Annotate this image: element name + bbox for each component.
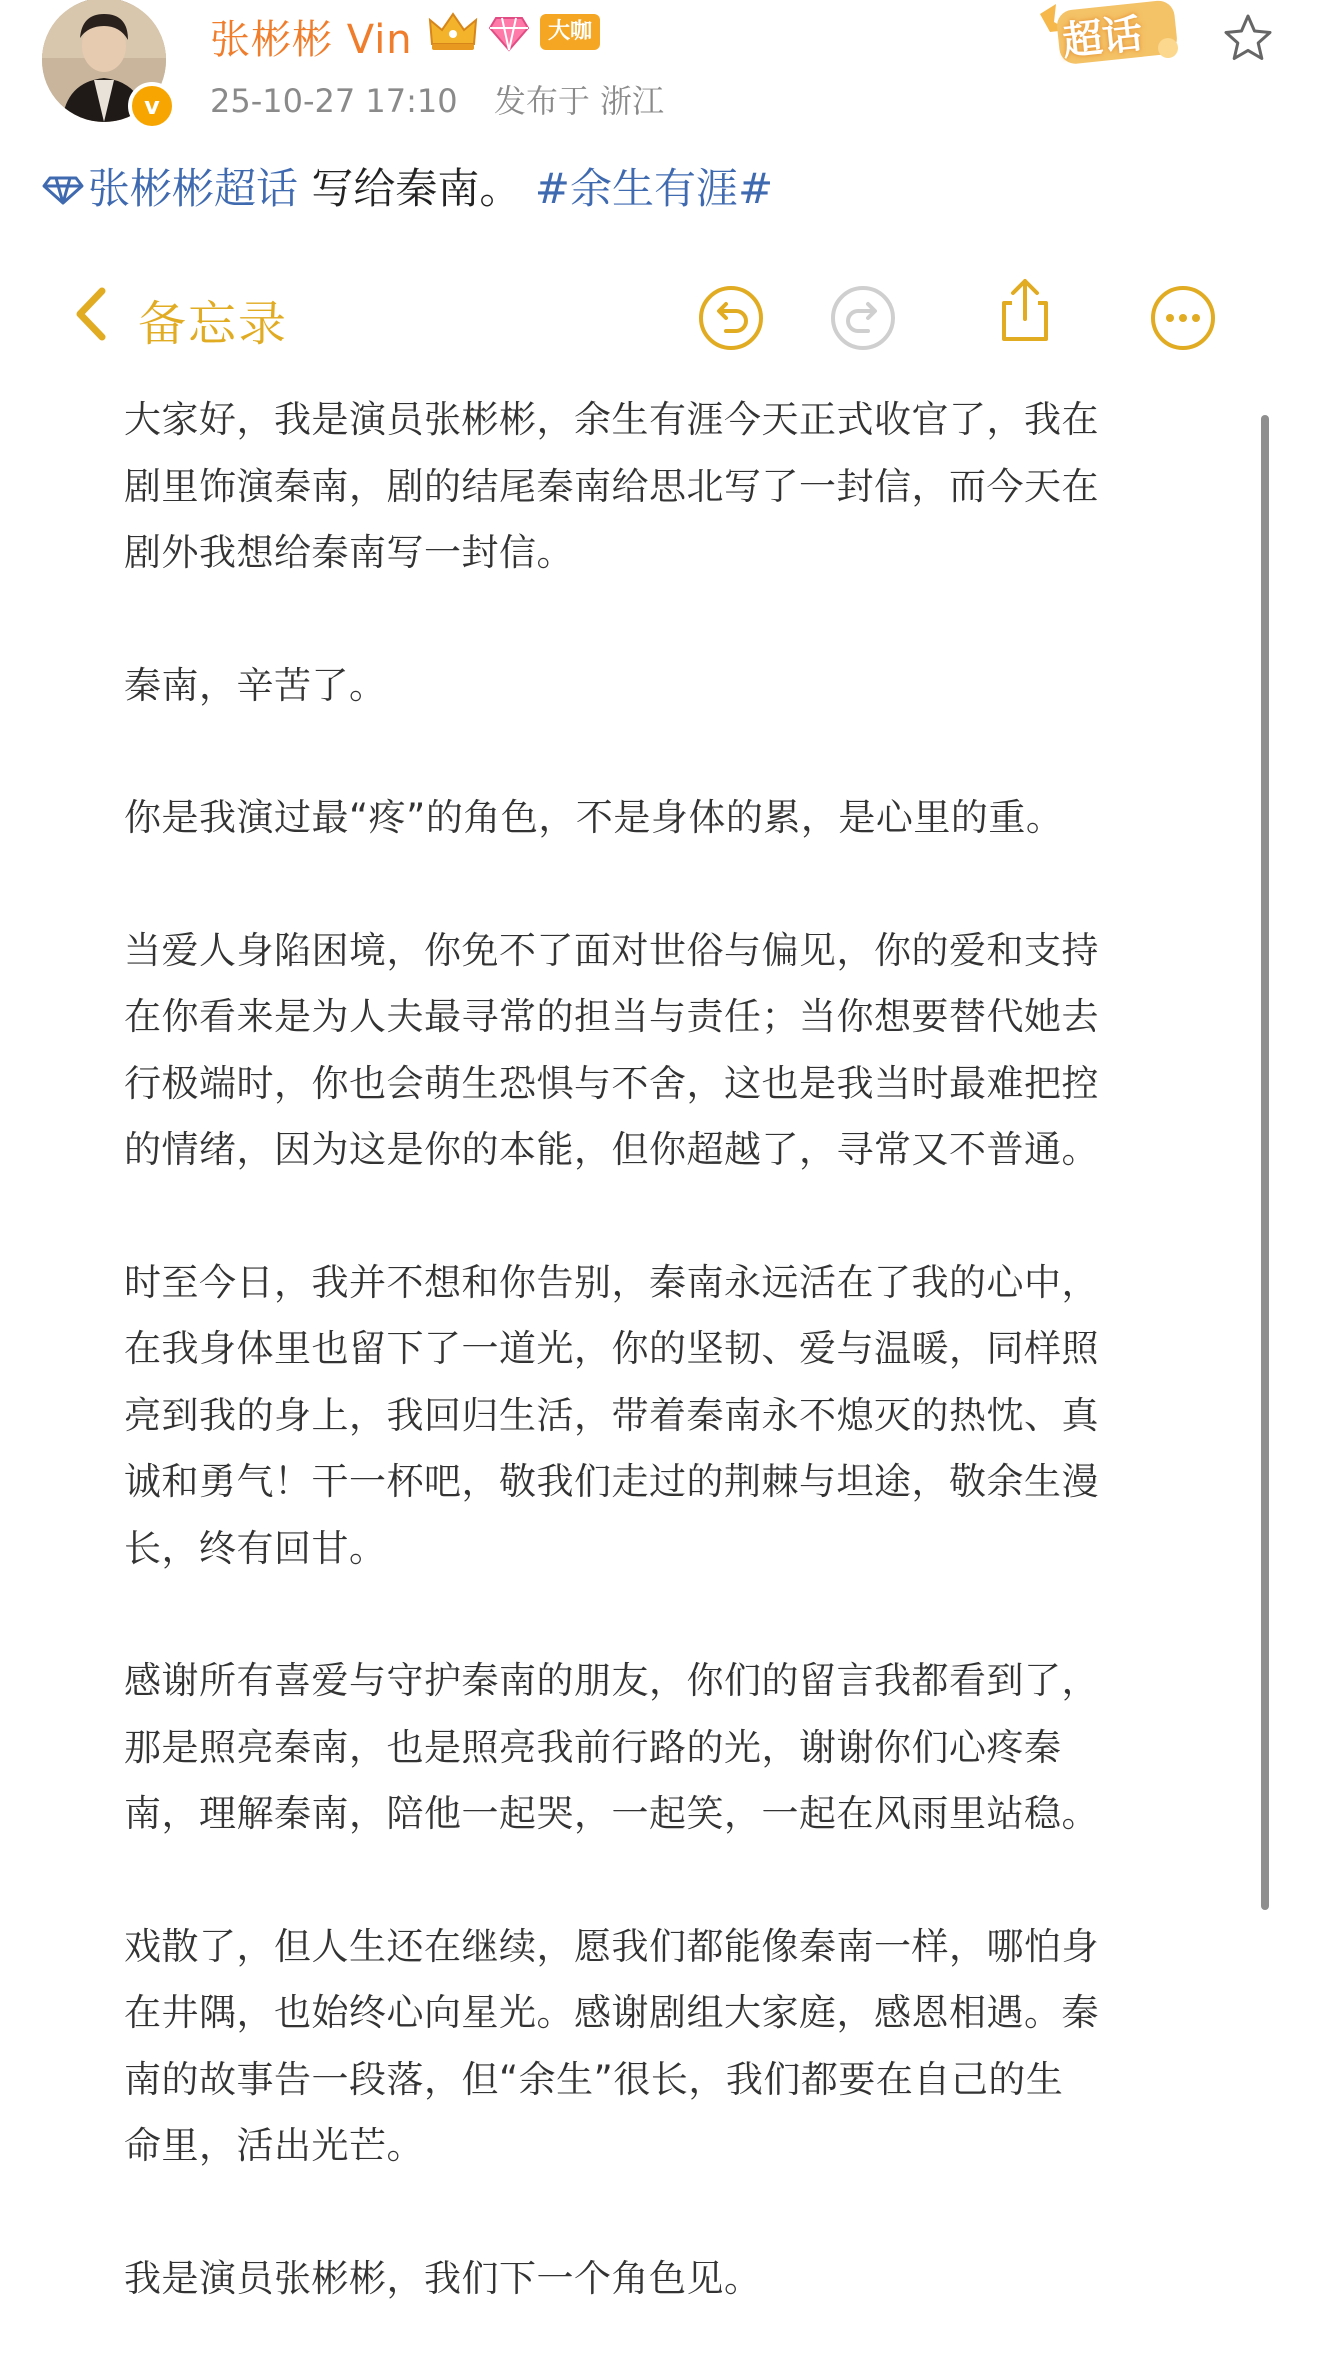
supertopic-link-text: 张彬彬超话 [88,164,299,213]
memo-line: 诚和勇气！干一杯吧，敬我们走过的荆棘与坦途，敬余生漫 [124,1460,1099,1503]
memo-body[interactable] [124,387,1244,2378]
back-button-label[interactable]: 备忘录 [138,296,289,352]
memo-line: 时至今日，我并不想和你告别，秦南永远活在了我的心中， [124,1260,1099,1304]
memo-line: 剧外我想给秦南写一封信。 [124,531,574,574]
memo-line: 当爱人身陷困境，你免不了面对世俗与偏见，你的爱和支持 [124,928,1099,972]
memo-paragraph [124,785,1244,852]
memo-line: 在我身体里也留下了一道光，你的坚韧、爱与温暖，同样照 [124,1327,1099,1370]
diamond-icon [42,175,84,205]
post-timestamp: 25-10-27 17:10 [210,82,458,120]
post-location: 发布于 浙江 [493,82,664,120]
scrollbar[interactable] [1261,415,1269,1910]
hashtag-link[interactable]: #余生有涯# [534,164,774,213]
memo-line: 行极端时，你也会萌生恐惧与不舍，这也是我当时最难把控 [124,1061,1099,1105]
undo-icon[interactable] [698,285,764,351]
memo-toolbar [42,255,1277,385]
supertopic-stamp-label: 超话 [1060,10,1145,66]
gem-icon [488,12,530,52]
memo-paragraph [124,387,1244,587]
post-text [42,156,773,216]
daka-badge: 大咖 [540,14,600,50]
memo-line: 在井隅，也始终心向星光。感谢剧组大家庭，感恩相遇。秦 [124,1991,1099,2034]
post-meta [210,76,664,122]
memo-paragraph [124,1648,1244,1848]
memo-line: 你是我演过最“疼”的角色，不是身体的累，是心里的重。 [124,796,1064,839]
verified-badge: v [128,82,176,130]
star-icon[interactable] [1222,12,1274,64]
memo-paragraph [124,653,1244,720]
memo-line: 长，终有回甘。 [124,1526,387,1570]
memo-line: 南，理解秦南，陪他一起哭，一起笑，一起在风雨里站稳。 [124,1792,1099,1835]
memo-line: 命里，活出光芒。 [124,2124,424,2167]
post-header [0,0,1320,170]
memo-screenshot [42,255,1277,2307]
memo-line: 在你看来是为人夫最寻常的担当与责任；当你想要替代她去 [124,995,1099,1038]
crown-icon [426,10,480,54]
memo-line: 南的故事告一段落，但“余生”很长，我们都要在自己的生 [124,2057,1064,2101]
memo-line: 秦南，辛苦了。 [124,663,387,707]
memo-line: 的情绪，因为这是你的本能，但你超越了，寻常又不普通。 [124,1128,1099,1171]
more-icon[interactable] [1150,285,1216,351]
memo-paragraph [124,1914,1244,2180]
memo-line: 我是演员张彬彬，我们下一个角色见。 [124,2256,762,2300]
supertopic-link[interactable] [42,164,298,213]
post-body-text: 写给秦南。 [311,164,522,213]
share-icon[interactable] [992,277,1058,343]
memo-line: 那是照亮秦南，也是照亮我前行路的光，谢谢你们心疼秦 [124,1725,1062,1769]
redo-icon[interactable] [830,285,896,351]
memo-line: 剧里饰演秦南，剧的结尾秦南给思北写了一封信，而今天在 [124,464,1099,508]
memo-paragraph [124,2246,1244,2313]
memo-line: 大家好，我是演员张彬彬，余生有涯今天正式收官了，我在 [124,398,1099,441]
memo-line: 戏散了，但人生还在继续，愿我们都能像秦南一样，哪怕身 [124,1924,1099,1968]
chevron-left-icon[interactable] [74,285,108,343]
memo-paragraph [124,1250,1244,1583]
memo-line: 感谢所有喜爱与守护秦南的朋友，你们的留言我都看到了， [124,1659,1099,1702]
author-name[interactable]: 张彬彬 Vin [210,17,413,63]
memo-paragraph [124,918,1244,1184]
memo-line: 亮到我的身上，我回归生活，带着秦南永不熄灭的热忱、真 [124,1393,1099,1437]
